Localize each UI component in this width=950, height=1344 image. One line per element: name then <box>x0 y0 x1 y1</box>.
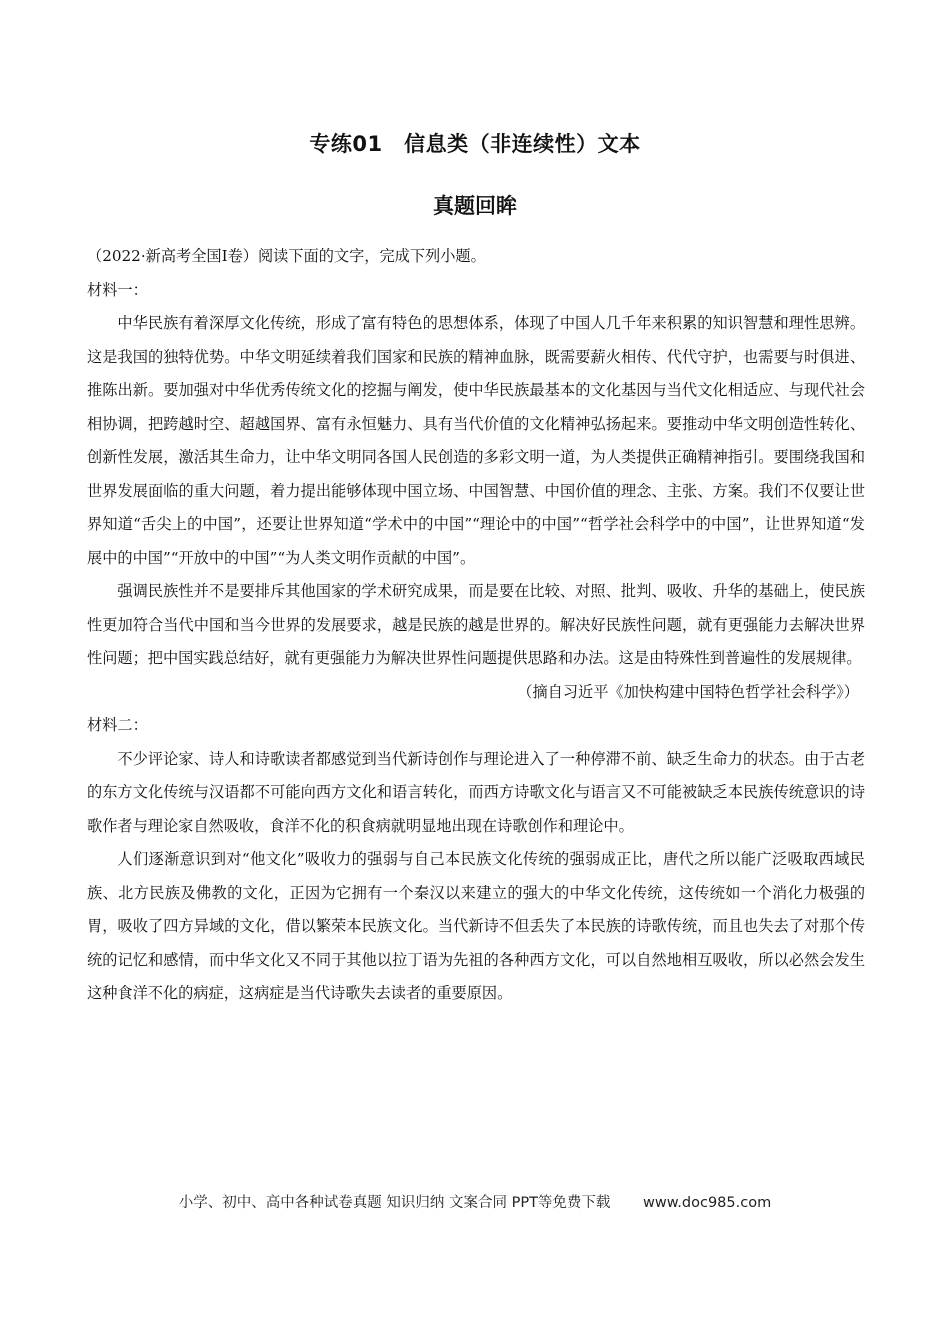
material2-paragraph-2: 人们逐渐意识到对“他文化”吸收力的强弱与自己本民族文化传统的强弱成正比，唐代之所以能广泛吸取西域民族、北方民族及佛教的文化，正因为它拥有一个秦汉以来建立的强大的中华文化传统，这传统如一个消化力极强的胃，吸收了四方异域的文化，借以繁荣本民族文化。当代新诗不但丢失了本民族的诗歌传统，而且也失去了对那个传统的记忆和感情，而中华文化又不同于其他以拉丁语为先祖的各种西方文化，可以自然地相互吸收，所以必然会发生这种食洋不化的病症，这病症是当代诗歌失去读者的重要原因。 <box>87 850 865 1002</box>
footer-site-link[interactable]: www.doc985.com <box>643 1195 772 1211</box>
footer-text: 小学、初中、高中各种试卷真题 知识归纳 文案合同 PPT等免费下载 <box>178 1195 611 1211</box>
material1-paragraph-2: 强调民族性并不是要排斥其他国家的学术研究成果，而是要在比较、对照、批判、吸收、升华的基础上，使民族性更加符合当代中国和当今世界的发展要求，越是民族的越是世界的。解决好民族性问题，就有更强能力去解决世界性问题；把中国实践总结好，就有更强能力为解决世界性问题提供思路和办法。这是由特殊性到普遍性的发展规律。 <box>87 582 865 667</box>
document-body <box>87 240 865 1011</box>
material2-paragraph-1: 不少评论家、诗人和诗歌读者都感觉到当代新诗创作与理论进入了一种停滞不前、缺乏生命力的状态。由于古老的东方文化传统与汉语都不可能向西方文化和语言转化，而西方诗歌文化与语言又不可能被缺乏本民族传统意识的诗歌作者与理论家自然吸收，食洋不化的积食病就明显地出现在诗歌创作和理论中。 <box>87 749 865 835</box>
material1-label: 材料一： <box>87 280 148 299</box>
question-intro: （2022·新高考全国Ⅰ卷）阅读下面的文字，完成下列小题。 <box>87 247 486 265</box>
page-title: 专练01 信息类（非连续性）文本 <box>309 132 641 156</box>
section-subtitle: 真题回眸 <box>433 194 517 218</box>
material1-source: （摘自习近平《加快构建中国特色哲学社会科学》） <box>517 682 859 701</box>
material1-paragraph-1: 中华民族有着深厚文化传统，形成了富有特色的思想体系，体现了中国人几千年来积累的知识智慧和理性思辨。这是我国的独特优势。中华文明延续着我们国家和民族的精神血脉，既需要薪火相传、代代守护，也需要与时俱进、推陈出新。要加强对中华优秀传统文化的挖掘与阐发，使中华民族最基本的文化基因与当代文化相适应、与现代社会相协调，把跨越时空、超越国界、富有永恒魅力、具有当代价值的文化精神弘扬起来。要推动中华文明创造性转化、创新性发展，激活其生命力，让中华文明同各国人民创造的多彩文明一道，为人类提供正确精神指引。要围绕我国和世界发展面临的重大问题，着力提出能够体现中国立场、中国智慧、中国价值的理念、主张、方案。我们不仅要让世界知道“舌尖上的中国”，还要让世界知道“学术中的中国”“理论中的中国”“哲学社会科学中的中国”，让世界知道“发展中的中国”“开放中的中国”“为人类文明作贡献的中国”。 <box>87 314 865 567</box>
material2-label: 材料二： <box>87 716 148 734</box>
page-footer <box>0 1191 950 1212</box>
